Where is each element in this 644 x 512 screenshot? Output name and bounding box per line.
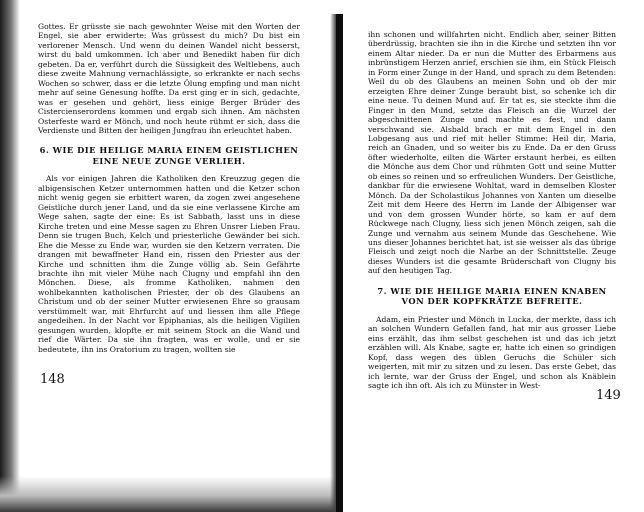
right-page (368, 30, 616, 390)
right-page-number: 149 (596, 388, 621, 403)
left-paragraph-2: Als vor einigen Jahren die Katholiken den Kreuzzug gegen die albigensischen Ketzer unternommen hatten und die Ketzer schon nicht wenig gegen sie erbittert waren, da zogen zwei angesehene Geistliche durch jener Land, und da sie eine verlassene Kirche am Wege sahen, sagte der eine: Es ist Sabbath, lasst uns in diese Kirche treten und eine Messe sagen zu Ehren Unsrer Lieben Frau. Denn sie trugen Buch, Kelch und priesterliche Gewänder bei sich. Ehe die Messe zu Ende war, wurden sie den Ketzern verraten. Die drangen mit bewaffneter Hand ein, rissen den Priester aus der Kirche und schnitten ihm die Zunge völlig ab. Sein Gefährte brachte ihn mit vieler Mühe nach Clugny und empfahl ihn den Mönchen. Diese, als fromme Katholiken, nahmen den wohlbekannten katholischen Priester, der ob des Glaubens an Christum und ob der seiner Mutter erwiesenen Ehre so grausam verstümmelt war, mit Ehrfurcht auf und liessen ihm alle Pflege angedeihen. In der Nacht vor Epiphanias, als die heiligen Vigilien gesungen wurden, klopfte er mit seinem Stock an die Wand und rief die Wärter. Da sie ihn fragten, was er wolle, und er sie bedeutete, ihn ins Oratorium zu tragen, wollten sie (38, 174, 300, 354)
right-paragraph-1: ihn schonen und willfahrten nicht. Endlich aber, seiner Bitten überdrüssig, brachten sie ihn in die Kirche und setzten ihn vor einem Altar nieder. Da er nun die Mutter des Erbarmens aus inbrünstigem Herzen anrief, erschien sie ihm, ein Stück Fleisch in Form einer Zunge in der Hand, und sprach zu dem Betenden: Weil du ob des Glaubens an meinen Sohn und ob der mir erzeigten Ehre deiner Zunge beraubt bist, so schenke ich dir eine neue. Tu deinen Mund auf. Er tat es, sie steckte ihm die Finger in den Mund, setzte das Fleisch an die Wurzel der abgeschnittenen Zunge und machte es fest, und dann verschwand sie. Alsbald brach er mit dem Engel in den Lobgesang aus und rief mit heller Stimme: Heil dir, Maria, reich an Gnaden, und so weiter bis zu Ende. Da er den Gruss öfter wiederholte, eilten die Wärter erstaunt herbei, es eilten die Mönche aus dem Chor und rühmten Gott und seine Mutter ob eines so reinen und so erfreulichen Wunders. Der Geistliche, dankbar für die erwiesene Wohltat, ward in demselben Kloster Mönch. Da der Scholastikus Johannes von Xanten um dieselbe Zeit mit dem Heere des Herrn im Lande der Albigenser war und von dem grossen Wunder hörte, so kam er auf dem Rückwege nach Clugny, liess sich jenen Mönch zeigen, sah die Zunge und vernahm aus seinem Munde das Geschehene. Wie uns dieser Johannes berichtet hat, ist sie weisser als das übrige Fleisch und zeigt noch die Narbe an der Schnittstelle. Zeuge dieses Wunders ist die gesamte Brüderschaft von Clugny bis auf den heutigen Tag. (368, 30, 616, 276)
left-page-number: 148 (40, 372, 65, 387)
page-edge-shadow (0, 0, 20, 512)
left-chapter-heading: 6. WIE DIE HEILIGE MARIA EINEM GEISTLICHEN EINE NEUE ZUNGE VERLIEH. (39, 145, 299, 166)
left-paragraph-1: Gottes. Er grüsste sie nach gewohnter Weise mit den Worten der Engel, sie aber erwiderte: Was grüssest du mich? Du bist ein verlorener Mensch. Und wenn du deinen Wandel nicht besserst, wirst du bald umkommen. Ich aber und Benedikt haben für dich gebeten. Da er, verführt durch die Süssigkeit des Weltlebens, auch diese zweite Mahnung vernachlässigte, so erkrankte er nach sechs Wochen so schwer, dass er die letzte Ölung empfing und man nicht mehr auf seine Genesung hoffte. Da erst ging er in sich, gedachte, was er gesehen und gehört, liess einige Berger Brüder des Cistercienserordens kommen und ergab sich ihnen. Am nächsten Osterfeste ward er Mönch, und noch heute rühmt er sich, dass die Verdienste und Bitten der heiligen Jungfrau ihn erleuchtet haben. (38, 22, 300, 135)
left-page (38, 22, 300, 354)
right-chapter-heading: 7. WIE DIE HEILIGE MARIA EINEN KNABEN VON DER KOPFKRÄTZE BEFREITE. (377, 285, 607, 307)
right-paragraph-2: Adam, ein Priester und Mönch in Lucka, der merkte, dass ich an solchen Wundern Gefallen fand, hat mir aus grosser Liebe eins erzählt, das ihm selbst geschehen ist und das ich jetzt erzählen will. Als Knabe, sagte er, hatte ich einen so grindigen Kopf, dass wegen des üblen Geruchs die Schüler sich weigerten, mit mir zu sitzen und zu lesen. Das erste Gebet, das ich lernte, war der Gruss der Engel, und schon als Knäblein sagte ich ihn oft. Als ich zu Münster in West- (368, 314, 616, 390)
book-spine (336, 14, 343, 512)
page-bottom-shadow (0, 476, 340, 512)
